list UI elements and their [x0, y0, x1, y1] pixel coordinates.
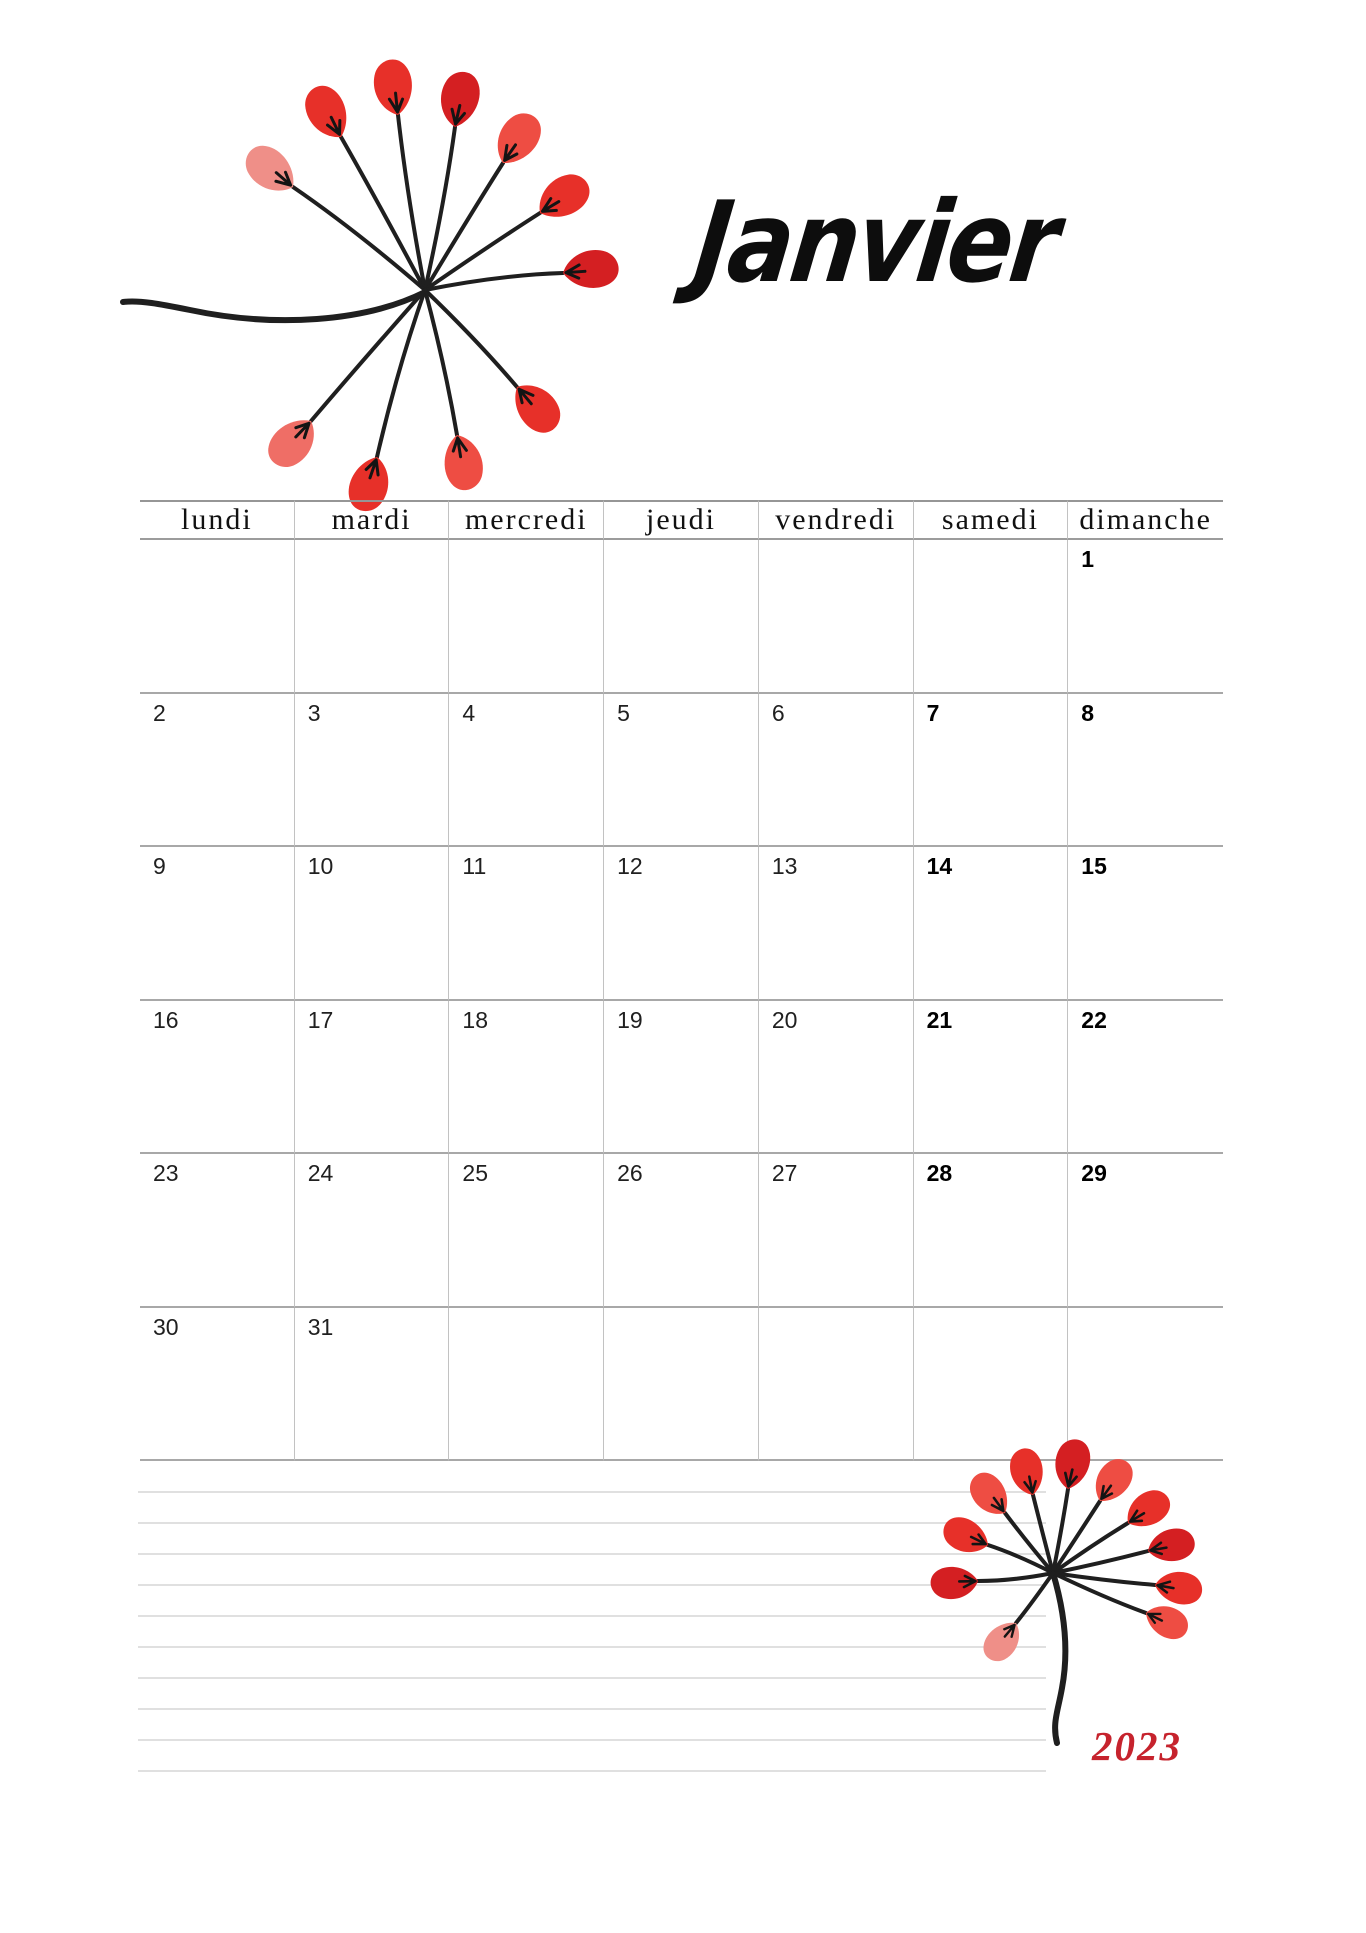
calendar-grid — [140, 500, 1223, 1461]
day-cell-empty — [449, 540, 604, 694]
day-cell-27: 27 — [759, 1154, 914, 1308]
weekday-header-mercredi: mercredi — [449, 500, 604, 540]
day-cell-13: 13 — [759, 847, 914, 1001]
day-cell-23: 23 — [140, 1154, 295, 1308]
day-cell-21: 21 — [914, 1001, 1069, 1155]
day-cell-15: 15 — [1068, 847, 1223, 1001]
day-cell-18: 18 — [449, 1001, 604, 1155]
day-cell-empty — [759, 1308, 914, 1462]
day-cell-4: 4 — [449, 694, 604, 848]
day-cell-empty — [449, 1308, 604, 1462]
day-cell-empty — [604, 1308, 759, 1462]
weekday-header-lundi: lundi — [140, 500, 295, 540]
day-cell-empty — [604, 540, 759, 694]
day-cell-28: 28 — [914, 1154, 1069, 1308]
day-cell-24: 24 — [295, 1154, 450, 1308]
day-cell-2: 2 — [140, 694, 295, 848]
year-label: 2023 — [1092, 1723, 1182, 1769]
poppy-flower-icon-top — [115, 60, 595, 520]
day-cell-30: 30 — [140, 1308, 295, 1462]
day-cell-25: 25 — [449, 1154, 604, 1308]
day-cell-19: 19 — [604, 1001, 759, 1155]
day-cell-26: 26 — [604, 1154, 759, 1308]
weekday-header-samedi: samedi — [914, 500, 1069, 540]
day-cell-29: 29 — [1068, 1154, 1223, 1308]
day-cell-7: 7 — [914, 694, 1069, 848]
weekday-header-mardi: mardi — [295, 500, 450, 540]
day-cell-16: 16 — [140, 1001, 295, 1155]
day-cell-empty — [295, 540, 450, 694]
day-cell-14: 14 — [914, 847, 1069, 1001]
weekday-header-dimanche: dimanche — [1068, 500, 1223, 540]
notes-ruled-lines — [138, 1462, 1046, 1773]
poppy-flower-icon-bottom — [950, 1423, 1260, 1768]
day-cell-empty — [140, 540, 295, 694]
day-cell-1: 1 — [1068, 540, 1223, 694]
day-cell-22: 22 — [1068, 1001, 1223, 1155]
day-cell-empty — [914, 540, 1069, 694]
day-cell-3: 3 — [295, 694, 450, 848]
day-cell-11: 11 — [449, 847, 604, 1001]
day-cell-6: 6 — [759, 694, 914, 848]
day-cell-17: 17 — [295, 1001, 450, 1155]
day-cell-9: 9 — [140, 847, 295, 1001]
weekday-header-vendredi: vendredi — [759, 500, 914, 540]
day-cell-10: 10 — [295, 847, 450, 1001]
day-cell-8: 8 — [1068, 694, 1223, 848]
day-cell-empty — [759, 540, 914, 694]
day-cell-5: 5 — [604, 694, 759, 848]
day-cell-31: 31 — [295, 1308, 450, 1462]
weekday-header-jeudi: jeudi — [604, 500, 759, 540]
month-title: Janvier — [688, 178, 1064, 308]
day-cell-20: 20 — [759, 1001, 914, 1155]
day-cell-12: 12 — [604, 847, 759, 1001]
